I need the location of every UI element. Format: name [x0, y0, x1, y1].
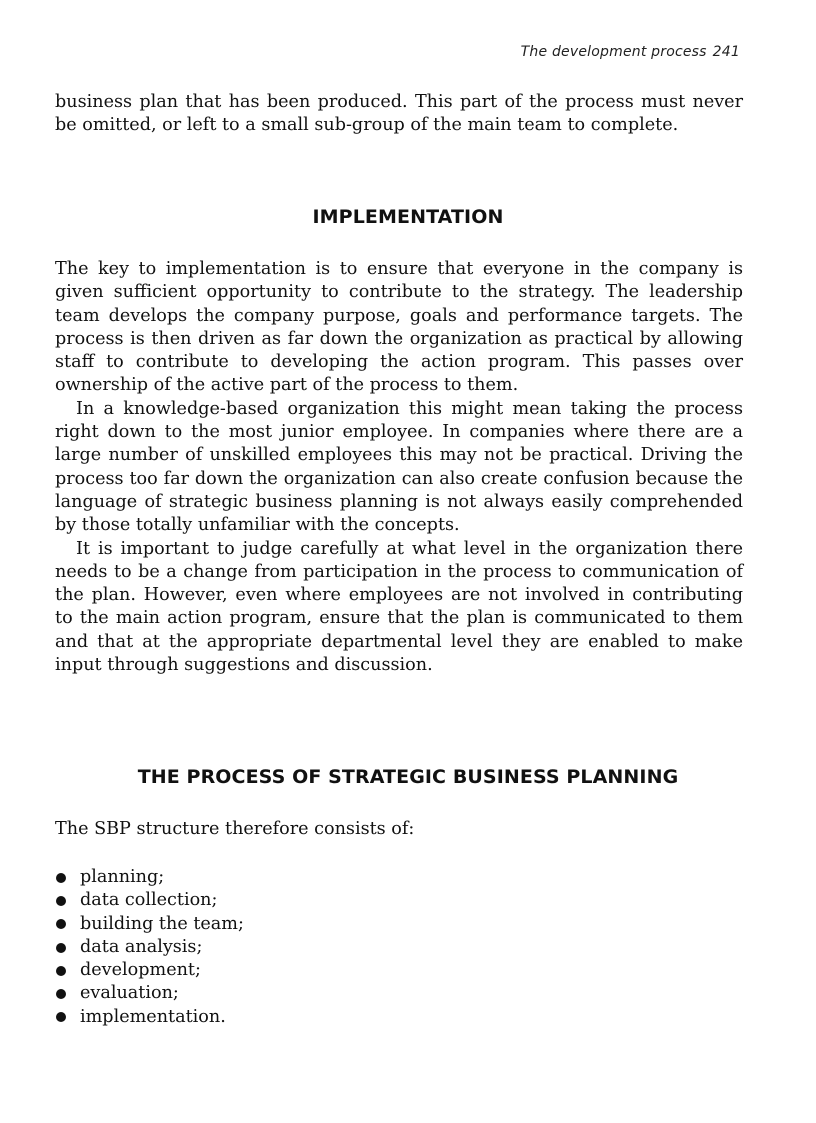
bullet-icon	[56, 1012, 66, 1022]
list-item-text: implementation.	[80, 1006, 226, 1027]
list-item-text: data analysis;	[80, 936, 203, 957]
bullet-icon	[56, 966, 66, 976]
bullet-icon	[56, 943, 66, 953]
implementation-paragraph-1: The key to implementation is to ensure that everyone in the company is given sufficient opportunity to contribute to the strategy. The leadership team develops the company purpose, goals and performance targets. The process is then driven as far down the organization as practical by allowing staff to contribute to developing the action program. This passes over ownership of the active part of the process to them.	[55, 259, 743, 396]
bullet-icon	[56, 873, 66, 883]
list-item	[55, 866, 244, 889]
intro-continuation-paragraph: business plan that has been produced. This part of the process must never be omitted, or left to a small sub-group of the main team to complete.	[55, 92, 743, 136]
implementation-heading: IMPLEMENTATION	[312, 206, 504, 228]
list-item	[55, 1006, 244, 1029]
implementation-paragraph-3: It is important to judge carefully at what level in the organization there needs to be a change from participation in the process to communication of the plan. However, even where employees are not involved in contributing to the main action program, ensure that the plan is communicated to them and that at the appropriate departmental level they are enabled to make input through suggestions and discussion.	[55, 538, 743, 676]
list-item-text: data collection;	[80, 890, 218, 911]
bullet-icon	[56, 919, 66, 929]
intro-continuation-block	[55, 91, 743, 138]
list-item-text: building the team;	[80, 913, 244, 934]
process-steps-list	[55, 866, 244, 1029]
list-item	[55, 889, 244, 912]
list-item-text: planning;	[80, 867, 165, 887]
list-item	[55, 936, 244, 959]
implementation-body	[55, 258, 743, 677]
list-item	[55, 913, 244, 936]
page-number: 241	[712, 44, 740, 60]
running-head-title: The development process	[520, 44, 707, 60]
bullet-icon	[56, 989, 66, 999]
implementation-paragraph-2: In a knowledge-based organization this might mean taking the process right down to the most junior employee. In companies where there are a large number of unskilled employees this may not be practical. Driving the process too far down the organization can also create confusion because the language of strategic business planning is not always easily comprehended by those totally unfamiliar with the concepts.	[55, 398, 743, 536]
bullet-icon	[56, 896, 66, 906]
list-item-text: development;	[80, 960, 201, 981]
running-head	[521, 44, 740, 60]
list-item	[55, 959, 244, 982]
process-intro: The SBP structure therefore consists of:	[55, 819, 415, 839]
list-item-text: evaluation;	[80, 983, 179, 1004]
process-heading: THE PROCESS OF STRATEGIC BUSINESS PLANNING	[137, 766, 679, 788]
list-item	[55, 982, 244, 1005]
